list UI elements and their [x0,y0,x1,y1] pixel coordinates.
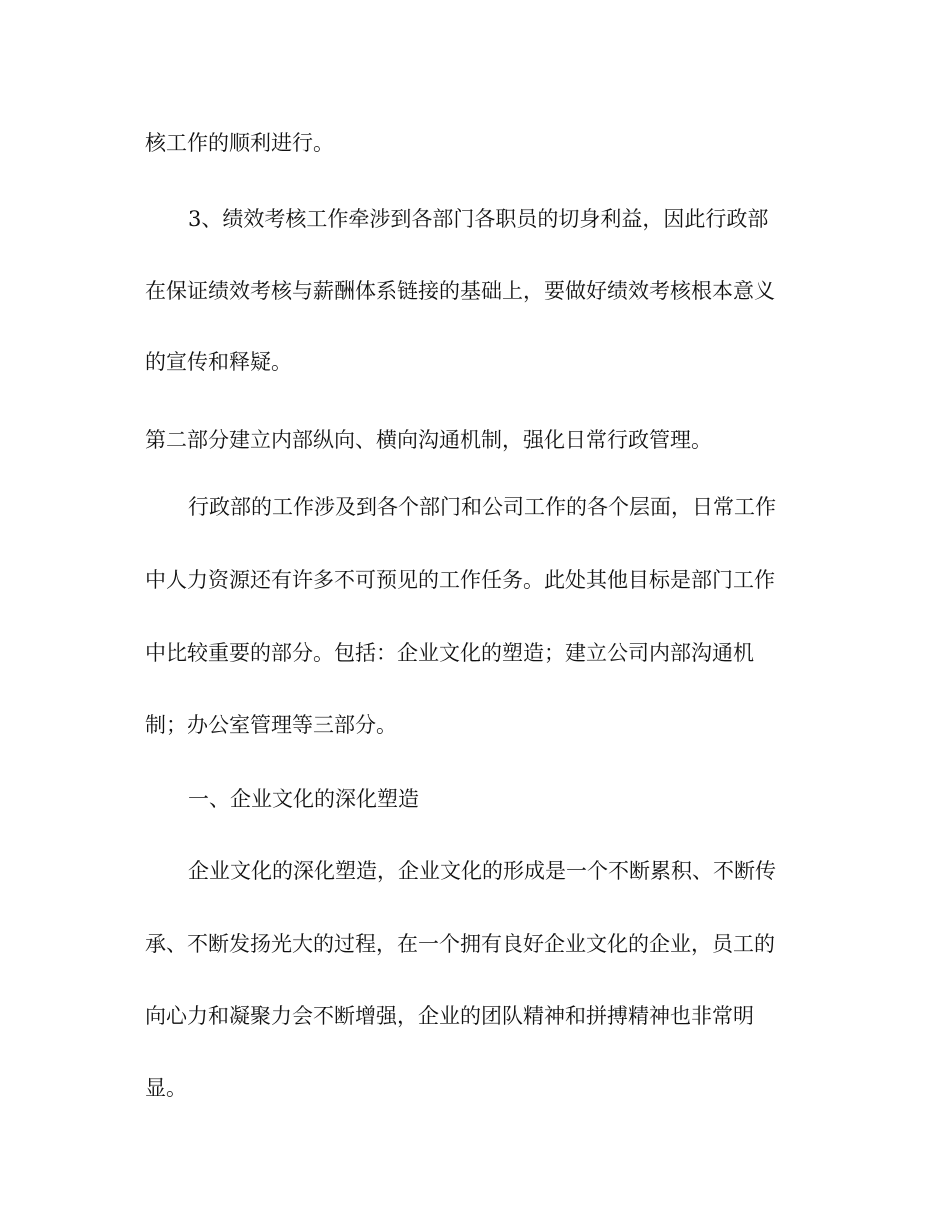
paragraph-line: 的宣传和释疑。 [145,350,292,374]
paragraph-line: 中比较重要的部分。包括：企业文化的塑造；建立公司内部沟通机 [145,641,754,665]
paragraph-line: 核工作的顺利进行。 [145,131,334,155]
subsection-heading: 一、企业文化的深化塑造 [188,787,419,811]
section-heading: 第二部分建立内部纵向、横向沟通机制，强化日常行政管理。 [145,428,712,452]
paragraph-line: 制；办公室管理等三部分。 [145,713,397,737]
paragraph-line: 显。 [145,1076,187,1100]
paragraph-line: 承、不断发扬光大的过程，在一个拥有良好企业文化的企业，员工的 [145,932,775,956]
paragraph-line: 在保证绩效考核与薪酬体系链接的基础上，要做好绩效考核根本意义 [145,279,775,303]
paragraph-line: 企业文化的深化塑造，企业文化的形成是一个不断累积、不断传 [188,859,776,883]
paragraph-line: 中人力资源还有许多不可预见的工作任务。此处其他目标是部门工作 [145,568,775,592]
paragraph-line: 行政部的工作涉及到各个部门和公司工作的各个层面，日常工作 [188,495,776,519]
paragraph-line: 3、绩效考核工作牵涉到各部门各职员的切身利益，因此行政部 [188,207,769,231]
paragraph-line: 向心力和凝聚力会不断增强，企业的团队精神和拼搏精神也非常明 [145,1004,754,1028]
